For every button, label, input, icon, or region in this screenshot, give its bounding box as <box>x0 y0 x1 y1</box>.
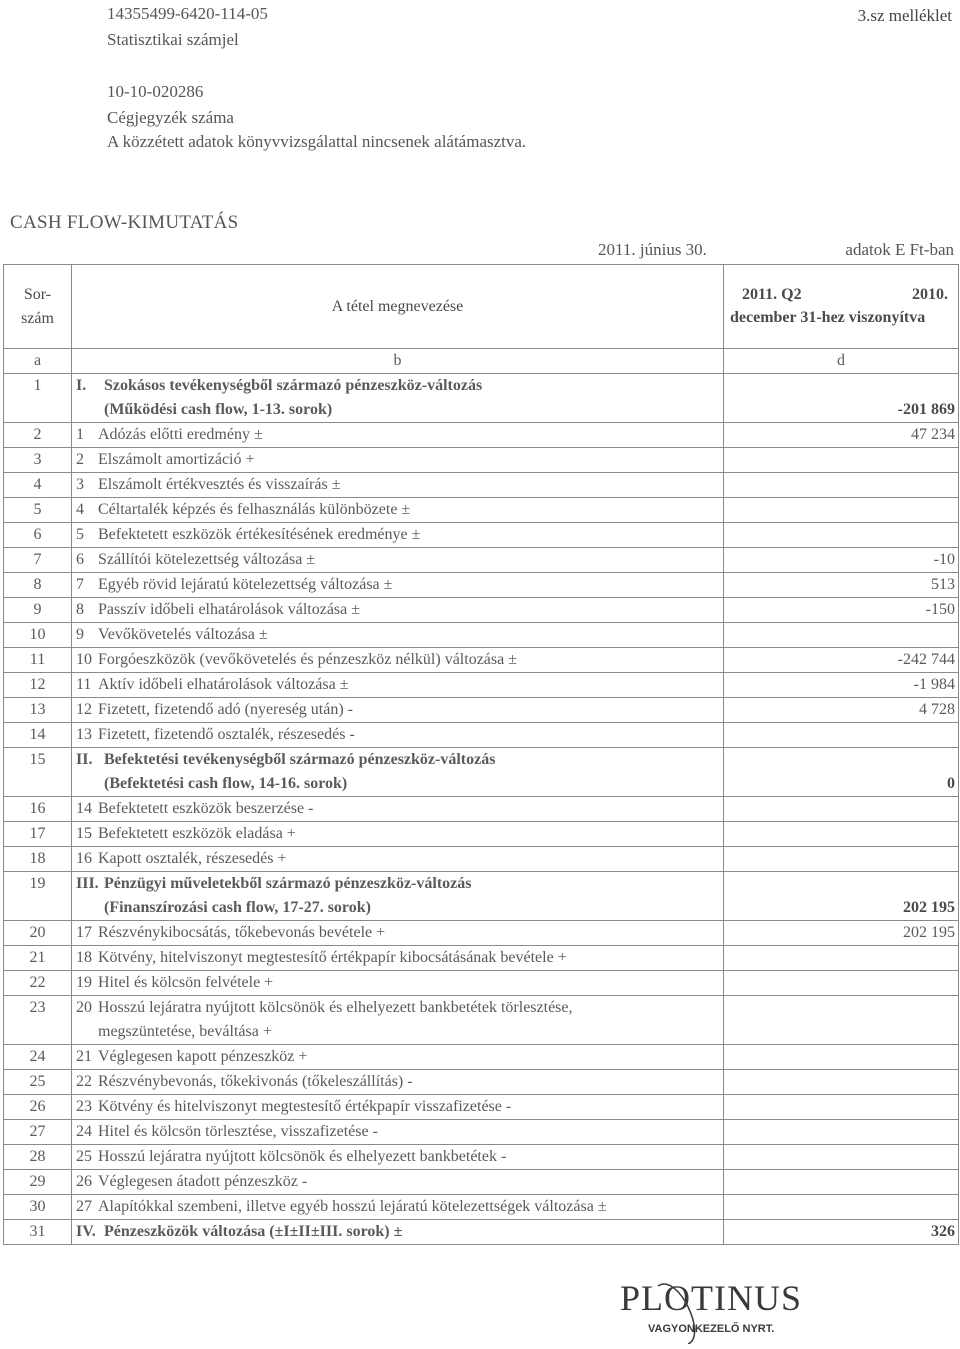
row-label: Adózás előtti eredmény ± <box>98 426 263 443</box>
table-row <box>4 822 959 847</box>
row-subnumber: 13 <box>76 726 92 743</box>
row-description <box>72 723 724 748</box>
table-row <box>4 971 959 996</box>
row-number: 21 <box>4 946 72 971</box>
row-number: 11 <box>4 648 72 673</box>
audit-note: A közzétett adatok könyvvizsgálattal nincsenek alátámasztva. <box>107 132 527 151</box>
row-value <box>724 1070 959 1095</box>
row-label-continued: (Finanszírozási cash flow, 17-27. sorok) <box>104 899 371 916</box>
row-description <box>72 1070 724 1095</box>
registry-label: Cégjegyzék száma <box>107 108 234 127</box>
row-label: Pénzeszközök változása (±I±II±III. sorok) ± <box>104 1223 403 1240</box>
row-label-continued: megszüntetése, beváltása + <box>98 1023 272 1040</box>
registry-number: 10-10-020286 <box>107 82 204 101</box>
row-description <box>72 573 724 598</box>
row-subnumber: 24 <box>76 1123 92 1140</box>
row-label: Egyéb rövid lejáratú kötelezettség változása ± <box>98 576 393 593</box>
row-description <box>72 374 724 423</box>
table-row <box>4 473 959 498</box>
company-stamp <box>618 1276 838 1349</box>
table-row <box>4 548 959 573</box>
row-subnumber: 27 <box>76 1198 92 1215</box>
row-value <box>724 498 959 523</box>
row-description <box>72 1045 724 1070</box>
table-row <box>4 921 959 946</box>
row-label: Hitel és kölcsön felvétele + <box>98 974 274 991</box>
row-label: Vevőkövetelés változása ± <box>98 626 268 643</box>
row-subnumber: 19 <box>76 974 92 991</box>
row-label: Fizetett, fizetendő adó (nyereség után) - <box>98 701 353 718</box>
table-row <box>4 1145 959 1170</box>
row-value <box>724 847 959 872</box>
row-number: 23 <box>4 996 72 1045</box>
row-description <box>72 523 724 548</box>
row-label: Befektetett eszközök beszerzése - <box>98 800 314 817</box>
column-header-december: december 31-hez viszonyítva <box>730 309 926 326</box>
row-subnumber: 21 <box>76 1048 92 1065</box>
column-code-d: d <box>724 349 959 374</box>
table-row <box>4 1095 959 1120</box>
report-title: CASH FLOW-KIMUTATÁS <box>10 212 239 233</box>
row-value: -10 <box>724 548 959 573</box>
row-label: Hosszú lejáratra nyújtott kölcsönök és elhelyezett bankbetétek - <box>98 1148 507 1165</box>
table-row <box>4 872 959 921</box>
row-number: 22 <box>4 971 72 996</box>
row-label: Részvénykibocsátás, tőkebevonás bevétele + <box>98 924 386 941</box>
row-value <box>724 1195 959 1220</box>
row-value <box>724 971 959 996</box>
row-number: 6 <box>4 523 72 548</box>
row-value <box>724 797 959 822</box>
table-row <box>4 996 959 1045</box>
row-value <box>724 1120 959 1145</box>
row-value: 0 <box>724 748 959 797</box>
row-description <box>72 623 724 648</box>
table-row <box>4 946 959 971</box>
table-row <box>4 1195 959 1220</box>
row-label: Passzív időbeli elhatárolások változása ± <box>98 601 361 618</box>
row-subnumber: IV. <box>76 1223 96 1240</box>
row-description <box>72 648 724 673</box>
row-subnumber: 14 <box>76 800 92 817</box>
row-number: 12 <box>4 673 72 698</box>
cash-flow-table <box>3 264 959 1245</box>
row-number: 30 <box>4 1195 72 1220</box>
row-number: 17 <box>4 822 72 847</box>
column-header-2010: 2010. <box>912 286 948 303</box>
row-number: 10 <box>4 623 72 648</box>
table-row <box>4 423 959 448</box>
row-description <box>72 1195 724 1220</box>
row-number: 14 <box>4 723 72 748</box>
row-label: Hitel és kölcsön törlesztése, visszafizetése - <box>98 1123 378 1140</box>
row-subnumber: 16 <box>76 850 92 867</box>
table-header-row <box>4 265 959 349</box>
column-header-values <box>724 265 959 349</box>
row-description <box>72 698 724 723</box>
row-subnumber: 18 <box>76 949 92 966</box>
row-number: 19 <box>4 872 72 921</box>
row-description <box>72 598 724 623</box>
row-value <box>724 822 959 847</box>
row-value <box>724 523 959 548</box>
row-subnumber: 5 <box>76 526 84 543</box>
row-subnumber: II. <box>76 751 93 768</box>
row-value: 202 195 <box>724 872 959 921</box>
table-row <box>4 648 959 673</box>
row-number: 5 <box>4 498 72 523</box>
row-value <box>724 1145 959 1170</box>
row-subnumber: 6 <box>76 551 84 568</box>
stamp-name: PLOTINUS <box>620 1278 803 1318</box>
row-value: 4 728 <box>724 698 959 723</box>
table-row <box>4 598 959 623</box>
row-description <box>72 1145 724 1170</box>
table-row <box>4 1045 959 1070</box>
row-label: Pénzügyi műveletekből származó pénzeszköz-változás <box>104 875 472 892</box>
row-subnumber: 22 <box>76 1073 92 1090</box>
row-label: Elszámolt amortizáció + <box>98 451 255 468</box>
row-label: Aktív időbeli elhatárolások változása ± <box>98 676 349 693</box>
table-row <box>4 698 959 723</box>
row-label: Szállítói kötelezettség változása ± <box>98 551 316 568</box>
row-number: 7 <box>4 548 72 573</box>
stamp-graphic <box>618 1276 838 1344</box>
row-number: 18 <box>4 847 72 872</box>
row-value: -242 744 <box>724 648 959 673</box>
row-description <box>72 847 724 872</box>
stamp-subtitle: VAGYONKEZELŐ NYRT. <box>648 1323 775 1335</box>
row-value: 513 <box>724 573 959 598</box>
row-value: 326 <box>724 1220 959 1245</box>
table-row <box>4 1170 959 1195</box>
row-label: Befektetési tevékenységből származó pénzeszköz-változás <box>104 751 496 768</box>
row-subnumber: 10 <box>76 651 92 668</box>
row-subnumber: 7 <box>76 576 84 593</box>
row-number: 24 <box>4 1045 72 1070</box>
column-header-q2: 2011. Q2 <box>742 286 802 303</box>
row-description <box>72 1095 724 1120</box>
row-value: 47 234 <box>724 423 959 448</box>
row-number: 3 <box>4 448 72 473</box>
table-row <box>4 797 959 822</box>
row-value <box>724 996 959 1045</box>
table-row <box>4 1120 959 1145</box>
row-label: Fizetett, fizetendő osztalék, részesedés - <box>98 726 355 743</box>
row-value <box>724 623 959 648</box>
table-row <box>4 623 959 648</box>
row-description <box>72 423 724 448</box>
row-description <box>72 498 724 523</box>
row-value <box>724 1045 959 1070</box>
row-value <box>724 448 959 473</box>
row-label: Részvénybevonás, tőkekivonás (tőkeleszállítás) - <box>98 1073 413 1090</box>
table-row <box>4 1220 959 1245</box>
row-description <box>72 872 724 921</box>
row-subnumber: 17 <box>76 924 92 941</box>
row-subnumber: 23 <box>76 1098 92 1115</box>
row-label: Hosszú lejáratra nyújtott kölcsönök és elhelyezett bankbetétek törlesztése, <box>98 999 573 1016</box>
row-value <box>724 473 959 498</box>
row-subnumber: III. <box>76 875 99 892</box>
row-subnumber: 26 <box>76 1173 92 1190</box>
row-value: -1 984 <box>724 673 959 698</box>
row-subnumber: 15 <box>76 825 92 842</box>
row-subnumber: 8 <box>76 601 84 618</box>
table-row <box>4 573 959 598</box>
row-label: Befektetett eszközök értékesítésének eredménye ± <box>98 526 421 543</box>
row-value: 202 195 <box>724 921 959 946</box>
row-subnumber: 4 <box>76 501 84 518</box>
row-description <box>72 921 724 946</box>
row-value <box>724 1170 959 1195</box>
row-label: Céltartalék képzés és felhasználás különbözete ± <box>98 501 411 518</box>
row-number: 13 <box>4 698 72 723</box>
row-description <box>72 673 724 698</box>
row-subnumber: 11 <box>76 676 92 693</box>
row-value: -150 <box>724 598 959 623</box>
row-subnumber: 1 <box>76 426 84 443</box>
row-description <box>72 448 724 473</box>
row-description <box>72 1120 724 1145</box>
row-label: Befektetett eszközök eladása + <box>98 825 296 842</box>
column-code-b: b <box>72 349 724 374</box>
stat-number: 14355499-6420-114-05 <box>107 4 268 23</box>
row-number: 1 <box>4 374 72 423</box>
table-row <box>4 723 959 748</box>
row-label: Kötvény és hitelviszonyt megtestesítő értékpapír visszafizetése - <box>98 1098 512 1115</box>
row-number: 29 <box>4 1170 72 1195</box>
row-label: Alapítókkal szembeni, illetve egyéb hosszú lejáratú kötelezettségek változása ± <box>98 1198 607 1215</box>
row-subnumber: 12 <box>76 701 92 718</box>
row-subnumber: 25 <box>76 1148 92 1165</box>
row-subnumber: 3 <box>76 476 84 493</box>
row-number: 31 <box>4 1220 72 1245</box>
row-value <box>724 1095 959 1120</box>
table-row <box>4 448 959 473</box>
row-number: 20 <box>4 921 72 946</box>
table-row <box>4 1070 959 1095</box>
row-number: 27 <box>4 1120 72 1145</box>
row-label: Kötvény, hitelviszonyt megtestesítő értékpapír kibocsátásának bevétele + <box>98 949 567 966</box>
row-label: Forgóeszközök (vevőkövetelés és pénzeszköz nélkül) változása ± <box>98 651 518 668</box>
row-description <box>72 548 724 573</box>
table-row <box>4 498 959 523</box>
column-code-a: a <box>4 349 72 374</box>
table-row <box>4 673 959 698</box>
column-header-no-line1: Sor- <box>23 285 52 303</box>
row-description <box>72 822 724 847</box>
row-number: 25 <box>4 1070 72 1095</box>
stat-label: Statisztikai számjel <box>107 30 239 49</box>
row-number: 26 <box>4 1095 72 1120</box>
row-number: 15 <box>4 748 72 797</box>
row-description <box>72 797 724 822</box>
column-header-no-line2: szám <box>21 309 54 327</box>
row-number: 9 <box>4 598 72 623</box>
row-label-continued: (Működési cash flow, 1-13. sorok) <box>104 401 333 418</box>
row-description <box>72 946 724 971</box>
row-number: 16 <box>4 797 72 822</box>
column-header-item: A tétel megnevezése <box>72 265 724 349</box>
row-value <box>724 946 959 971</box>
table-row <box>4 748 959 797</box>
row-label-continued: (Befektetési cash flow, 14-16. sorok) <box>104 775 348 792</box>
row-value: -201 869 <box>724 374 959 423</box>
row-number: 8 <box>4 573 72 598</box>
row-description <box>72 473 724 498</box>
row-description <box>72 971 724 996</box>
row-label: Elszámolt értékvesztés és visszaírás ± <box>98 476 341 493</box>
table-row <box>4 523 959 548</box>
row-subnumber: 9 <box>76 626 84 643</box>
report-unit: adatok E Ft-ban <box>845 240 954 259</box>
row-label: Kapott osztalék, részesedés + <box>98 850 287 867</box>
column-header-no <box>4 265 72 349</box>
row-label: Véglegesen átadott pénzeszköz - <box>98 1173 308 1190</box>
report-date: 2011. június 30. <box>598 240 707 259</box>
row-subnumber: 20 <box>76 999 92 1016</box>
row-subnumber: I. <box>76 377 87 394</box>
table-code-row <box>4 349 959 374</box>
row-description <box>72 1220 724 1245</box>
row-label: Szokásos tevékenységből származó pénzeszköz-változás <box>104 377 483 394</box>
row-description <box>72 748 724 797</box>
row-label: Véglegesen kapott pénzeszköz + <box>98 1048 308 1065</box>
row-value <box>724 723 959 748</box>
annex-label: 3.sz melléklet <box>857 6 952 25</box>
row-subnumber: 2 <box>76 451 84 468</box>
table-row <box>4 847 959 872</box>
row-description <box>72 1170 724 1195</box>
row-number: 4 <box>4 473 72 498</box>
row-description <box>72 996 724 1045</box>
table-row <box>4 374 959 423</box>
row-number: 28 <box>4 1145 72 1170</box>
row-number: 2 <box>4 423 72 448</box>
